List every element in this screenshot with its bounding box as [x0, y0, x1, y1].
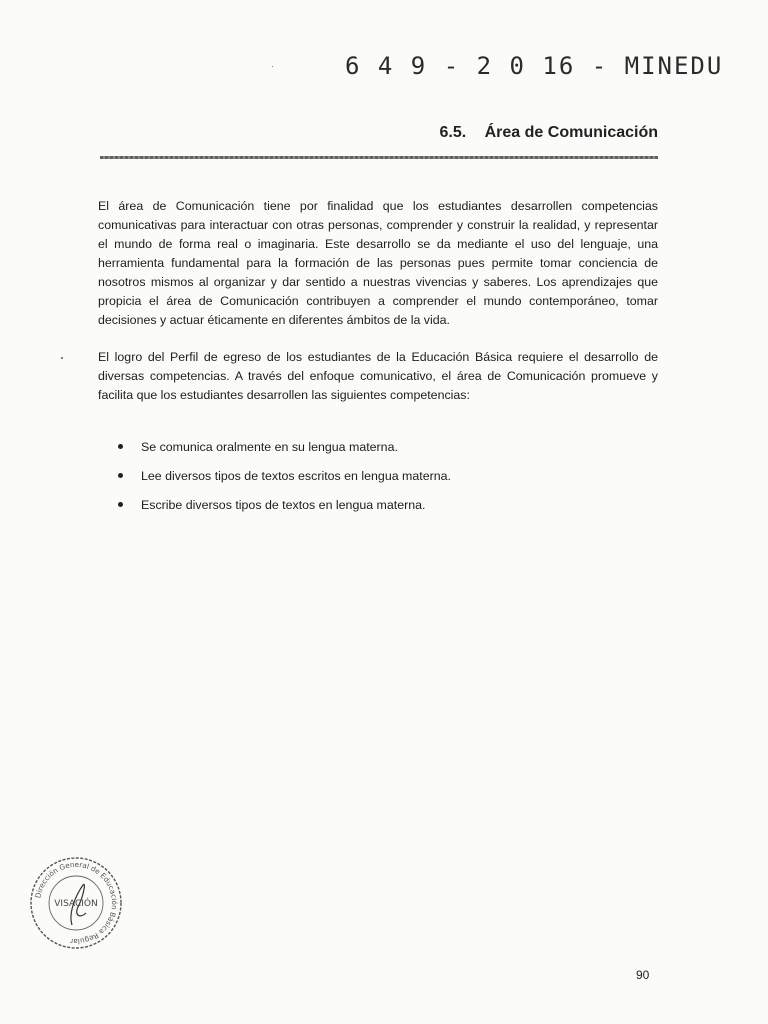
competencias-list	[118, 437, 451, 524]
list-item	[118, 437, 451, 456]
page-number: 90	[636, 968, 650, 982]
intro-paragraph: El área de Comunicación tiene por finalidad que los estudiantes desarrollen competencias comunicativas para interactuar con otras personas, comprender y construir la realidad, y representar el mundo de forma real o imaginaria. Este desarrollo se da mediante el uso del lenguaje, una herramienta fundamental para la formación de las personas pues permite tomar conciencia de nosotros mismos al organizar y dar sentido a nuestras vivencias y saberes. Los aprendizajes que propicia el área de Comunicación contribuyen a comprender el mundo contemporáneo, tomar decisiones y actuar éticamente en diferentes ámbitos de la vida.	[98, 199, 658, 327]
scan-speck	[272, 66, 273, 67]
heading-divider	[100, 156, 658, 159]
seal-ring-text: Dirección General de Educación Básica Regular	[33, 859, 120, 947]
list-item	[118, 466, 451, 485]
perfil-paragraph: El logro del Perfil de egreso de los estudiantes de la Educación Básica requiere el desarrollo de diversas competencias. A través del enfoque comunicativo, el área de Comunicación promueve y facilita que los estudiantes desarrollen las siguientes competencias:	[98, 350, 658, 402]
bullet-icon	[118, 502, 123, 507]
bullet-icon	[118, 473, 123, 478]
section-title: Área de Comunicación	[484, 124, 658, 141]
list-item	[118, 495, 451, 514]
scan-speck	[61, 357, 63, 359]
bullet-icon	[118, 444, 123, 449]
seal-center-text: VISACIÓN	[54, 899, 98, 909]
list-item-text: Lee diversos tipos de textos escritos en lengua materna.	[141, 468, 451, 483]
section-heading	[439, 124, 658, 142]
document-code-stamp: 6 4 9 - 2 0 16 - MINEDU	[345, 52, 724, 80]
list-item-text: Escribe diversos tipos de textos en lengua materna.	[141, 497, 426, 512]
section-number: 6.5.	[439, 124, 467, 141]
list-item-text: Se comunica oralmente en su lengua materna.	[141, 439, 398, 454]
visacion-seal-icon	[28, 855, 124, 951]
